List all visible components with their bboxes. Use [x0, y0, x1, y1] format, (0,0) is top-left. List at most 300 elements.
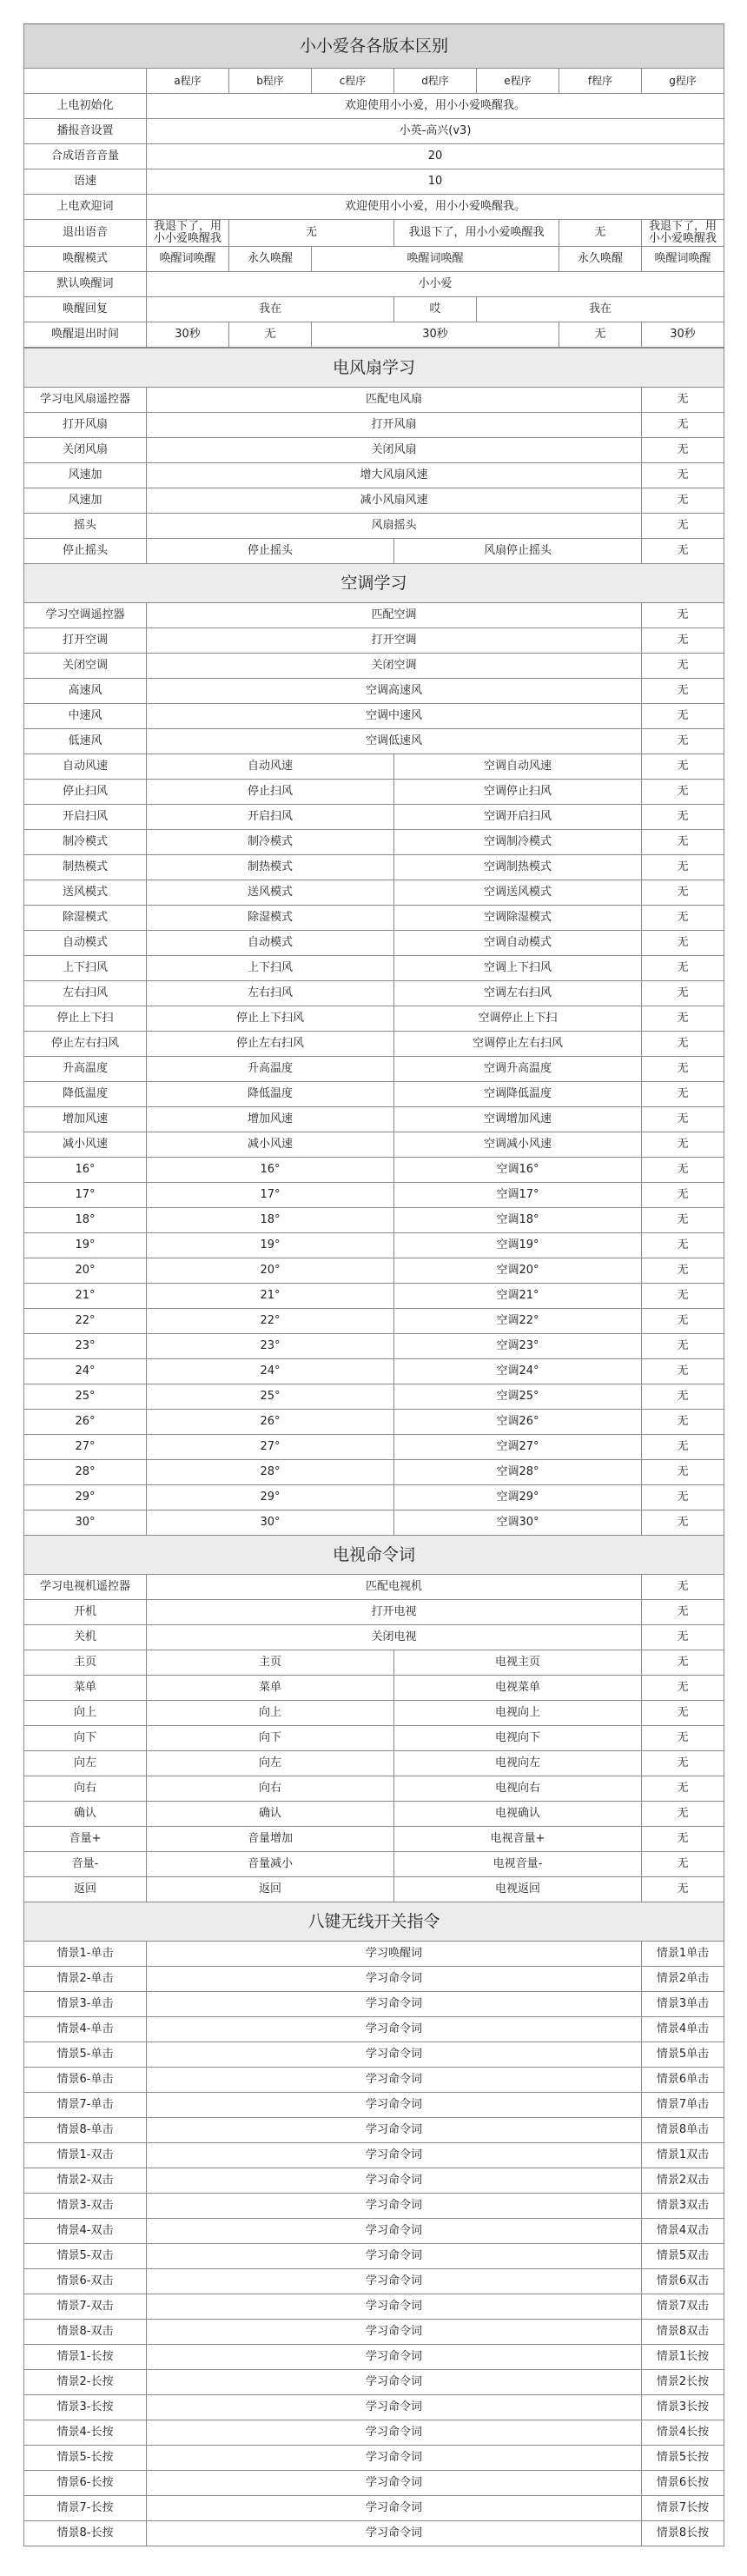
table-row	[24, 679, 724, 704]
table-row	[24, 1258, 724, 1284]
command-phrase: 音量增加	[147, 1827, 394, 1852]
command-alt-phrase: 电视向右	[394, 1776, 642, 1802]
cell-eg: 我在	[477, 297, 724, 322]
command-label: 减小风速	[24, 1132, 147, 1158]
command-phrase: 学习命令词	[147, 2496, 642, 2521]
header-g: g程序	[642, 69, 724, 94]
cell-de: 我退下了，用小小爱唤醒我	[394, 220, 559, 247]
command-phrase: 25°	[147, 1384, 394, 1410]
table-row	[24, 855, 724, 880]
cell-g: 我退下了，用小小爱唤醒我	[642, 220, 724, 247]
command-alt-phrase: 空调17°	[394, 1183, 642, 1208]
command-sections-table	[23, 348, 724, 2546]
cell-g: 唤醒词唤醒	[642, 247, 724, 272]
row-value: 小小爱	[147, 272, 724, 297]
command-label: 情景5-长按	[24, 2446, 147, 2471]
command-g-program: 无	[642, 1485, 724, 1510]
command-alt-phrase: 空调29°	[394, 1485, 642, 1510]
command-phrase: 向上	[147, 1701, 394, 1726]
command-alt-phrase: 空调除湿模式	[394, 906, 642, 931]
command-alt-phrase: 空调自动模式	[394, 931, 642, 956]
command-g-program: 无	[642, 1006, 724, 1032]
table-row	[24, 1942, 724, 1967]
row-label: 唤醒退出时间	[24, 322, 147, 348]
section-header-row	[24, 1536, 724, 1575]
command-label: 停止扫风	[24, 780, 147, 805]
command-g-program: 无	[642, 1082, 724, 1107]
command-label: 自动风速	[24, 754, 147, 780]
command-g-program: 无	[642, 880, 724, 906]
command-phrase: 26°	[147, 1410, 394, 1435]
command-label: 自动模式	[24, 931, 147, 956]
command-label: 情景1-单击	[24, 1942, 147, 1967]
command-g-program: 无	[642, 1258, 724, 1284]
cell-a: 唤醒词唤醒	[147, 247, 229, 272]
command-phrase: 学习命令词	[147, 2068, 642, 2093]
table-row	[24, 1233, 724, 1258]
command-alt-phrase: 电视向左	[394, 1751, 642, 1776]
table-row	[24, 2017, 724, 2042]
command-g-program: 情景2长按	[642, 2370, 724, 2395]
command-label: 情景4-单击	[24, 2017, 147, 2042]
command-alt-phrase: 电视主页	[394, 1650, 642, 1676]
command-label: 情景4-双击	[24, 2219, 147, 2244]
command-g-program: 无	[642, 754, 724, 780]
command-phrase: 学习命令词	[147, 2395, 642, 2420]
command-phrase: 开启扫风	[147, 805, 394, 830]
cell-b: 无	[229, 322, 312, 348]
command-g-program: 无	[642, 463, 724, 488]
command-phrase: 停止左右扫风	[147, 1032, 394, 1057]
command-phrase: 学习命令词	[147, 2446, 642, 2471]
table-row	[24, 2068, 724, 2093]
table-row	[24, 1410, 724, 1435]
table-row	[24, 195, 724, 220]
command-alt-phrase: 风扇停止摇头	[394, 539, 642, 564]
table-row	[24, 1284, 724, 1309]
command-g-program: 无	[642, 830, 724, 855]
command-phrase: 匹配空调	[147, 603, 642, 628]
command-label: 情景8-单击	[24, 2118, 147, 2143]
section-header-row	[24, 564, 724, 603]
command-alt-phrase: 空调增加风速	[394, 1107, 642, 1132]
command-phrase: 学习命令词	[147, 2244, 642, 2269]
command-g-program: 无	[642, 704, 724, 729]
command-phrase: 20°	[147, 1258, 394, 1284]
command-phrase: 23°	[147, 1334, 394, 1359]
command-g-program: 情景3单击	[642, 1992, 724, 2017]
table-row	[24, 830, 724, 855]
table-row	[24, 880, 724, 906]
row-label: 唤醒回复	[24, 297, 147, 322]
command-label: 确认	[24, 1802, 147, 1827]
command-g-program: 情景1单击	[642, 1942, 724, 1967]
command-label: 菜单	[24, 1676, 147, 1701]
table-row	[24, 1575, 724, 1600]
row-value: 10	[147, 169, 724, 195]
command-phrase: 减小风速	[147, 1132, 394, 1158]
command-label: 情景3-长按	[24, 2395, 147, 2420]
table-row	[24, 1625, 724, 1650]
table-row	[24, 539, 724, 564]
table-row	[24, 94, 724, 119]
table-row	[24, 603, 724, 628]
command-g-program: 情景2单击	[642, 1967, 724, 1992]
command-phrase: 学习命令词	[147, 2017, 642, 2042]
table-row	[24, 2496, 724, 2521]
table-row	[24, 1384, 724, 1410]
table-row	[24, 1460, 724, 1485]
command-alt-phrase: 电视向下	[394, 1726, 642, 1751]
row-value: 小英-高兴(v3)	[147, 119, 724, 144]
command-phrase: 制冷模式	[147, 830, 394, 855]
command-alt-phrase: 空调自动风速	[394, 754, 642, 780]
command-label: 停止左右扫风	[24, 1032, 147, 1057]
command-g-program: 无	[642, 1435, 724, 1460]
command-g-program: 无	[642, 1359, 724, 1384]
command-label: 23°	[24, 1334, 147, 1359]
command-alt-phrase: 电视返回	[394, 1877, 642, 1902]
command-phrase: 学习命令词	[147, 2219, 642, 2244]
command-g-program: 情景2双击	[642, 2168, 724, 2194]
table-row	[24, 1701, 724, 1726]
command-label: 制冷模式	[24, 830, 147, 855]
table-row	[24, 2320, 724, 2345]
table-row	[24, 1309, 724, 1334]
row-value: 20	[147, 144, 724, 169]
table-row	[24, 2370, 724, 2395]
command-alt-phrase: 空调停止扫风	[394, 780, 642, 805]
header-f: f程序	[559, 69, 642, 94]
command-phrase: 空调高速风	[147, 679, 642, 704]
row-label: 语速	[24, 169, 147, 195]
command-alt-phrase: 空调制冷模式	[394, 830, 642, 855]
command-phrase: 主页	[147, 1650, 394, 1676]
command-label: 向左	[24, 1751, 147, 1776]
command-g-program: 无	[642, 780, 724, 805]
command-alt-phrase: 空调上下扫风	[394, 956, 642, 981]
command-alt-phrase: 空调升高温度	[394, 1057, 642, 1082]
table-row	[24, 119, 724, 144]
cell-g: 30秒	[642, 322, 724, 348]
command-phrase: 菜单	[147, 1676, 394, 1701]
table-row	[24, 2521, 724, 2546]
command-phrase: 学习命令词	[147, 2294, 642, 2320]
command-g-program: 情景7双击	[642, 2294, 724, 2320]
command-phrase: 21°	[147, 1284, 394, 1309]
command-g-program: 情景5单击	[642, 2042, 724, 2068]
command-g-program: 无	[642, 1233, 724, 1258]
command-g-program: 无	[642, 1107, 724, 1132]
command-phrase: 停止上下扫风	[147, 1006, 394, 1032]
command-label: 30°	[24, 1510, 147, 1536]
command-alt-phrase: 空调25°	[394, 1384, 642, 1410]
command-label: 低速风	[24, 729, 147, 754]
command-g-program: 无	[642, 1701, 724, 1726]
table-row	[24, 628, 724, 654]
command-g-program: 无	[642, 1132, 724, 1158]
command-label: 29°	[24, 1485, 147, 1510]
command-g-program: 无	[642, 1183, 724, 1208]
command-label: 27°	[24, 1435, 147, 1460]
command-label: 26°	[24, 1410, 147, 1435]
command-label: 情景7-双击	[24, 2294, 147, 2320]
table-row	[24, 297, 724, 322]
table-row	[24, 2420, 724, 2446]
table-row	[24, 2168, 724, 2194]
command-label: 17°	[24, 1183, 147, 1208]
row-label: 上电初始化	[24, 94, 147, 119]
table-row	[24, 438, 724, 463]
command-g-program: 情景8双击	[642, 2320, 724, 2345]
command-label: 制热模式	[24, 855, 147, 880]
table-row	[24, 220, 724, 247]
command-g-program: 无	[642, 603, 724, 628]
table-row	[24, 1827, 724, 1852]
command-phrase: 自动模式	[147, 931, 394, 956]
cell-ce: 30秒	[312, 322, 559, 348]
table-row	[24, 514, 724, 539]
command-alt-phrase: 空调21°	[394, 1284, 642, 1309]
command-g-program: 无	[642, 438, 724, 463]
command-alt-phrase: 空调降低温度	[394, 1082, 642, 1107]
table-row	[24, 729, 724, 754]
command-alt-phrase: 空调送风模式	[394, 880, 642, 906]
command-alt-phrase: 空调停止上下扫	[394, 1006, 642, 1032]
command-label: 升高温度	[24, 1057, 147, 1082]
table-row	[24, 2219, 724, 2244]
command-label: 向下	[24, 1726, 147, 1751]
command-phrase: 学习命令词	[147, 2269, 642, 2294]
table-row	[24, 247, 724, 272]
command-phrase: 打开风扇	[147, 413, 642, 438]
table-row	[24, 805, 724, 830]
command-phrase: 28°	[147, 1460, 394, 1485]
row-label: 合成语音音量	[24, 144, 147, 169]
command-g-program: 情景4单击	[642, 2017, 724, 2042]
command-phrase: 左右扫风	[147, 981, 394, 1006]
command-phrase: 停止扫风	[147, 780, 394, 805]
cell-a: 我退下了，用小小爱唤醒我	[147, 220, 229, 247]
command-label: 情景5-双击	[24, 2244, 147, 2269]
command-alt-phrase: 空调制热模式	[394, 855, 642, 880]
table-row	[24, 2345, 724, 2370]
command-alt-phrase: 空调26°	[394, 1410, 642, 1435]
cell-f: 无	[559, 220, 642, 247]
command-g-program: 情景5双击	[642, 2244, 724, 2269]
command-alt-phrase: 空调18°	[394, 1208, 642, 1233]
command-alt-phrase: 空调开启扫风	[394, 805, 642, 830]
command-g-program: 无	[642, 1032, 724, 1057]
command-label: 除湿模式	[24, 906, 147, 931]
table-row	[24, 1877, 724, 1902]
command-g-program: 无	[642, 1650, 724, 1676]
command-g-program: 情景3双击	[642, 2194, 724, 2219]
command-phrase: 学习命令词	[147, 2194, 642, 2219]
command-label: 情景7-长按	[24, 2496, 147, 2521]
table-row	[24, 413, 724, 438]
table-row	[24, 1751, 724, 1776]
table-row	[24, 2471, 724, 2496]
command-label: 情景8-长按	[24, 2521, 147, 2546]
table-row	[24, 1158, 724, 1183]
table-row	[24, 1600, 724, 1625]
command-alt-phrase: 空调20°	[394, 1258, 642, 1284]
command-g-program: 无	[642, 539, 724, 564]
header-d: d程序	[394, 69, 477, 94]
table-row	[24, 169, 724, 195]
header-c: c程序	[312, 69, 394, 94]
command-alt-phrase: 空调停止左右扫风	[394, 1032, 642, 1057]
command-g-program: 无	[642, 1410, 724, 1435]
table-row	[24, 754, 724, 780]
cell-b: 永久唤醒	[229, 247, 312, 272]
command-label: 向右	[24, 1776, 147, 1802]
page-title: 小小爱各各版本区别	[24, 24, 724, 69]
command-label: 情景1-长按	[24, 2345, 147, 2370]
command-label: 开启扫风	[24, 805, 147, 830]
command-alt-phrase: 空调19°	[394, 1233, 642, 1258]
header-row	[24, 69, 724, 94]
table-row	[24, 1776, 724, 1802]
table-row	[24, 1107, 724, 1132]
command-phrase: 向左	[147, 1751, 394, 1776]
command-alt-phrase: 电视音量+	[394, 1827, 642, 1852]
command-phrase: 19°	[147, 1233, 394, 1258]
command-phrase: 关闭风扇	[147, 438, 642, 463]
command-phrase: 学习命令词	[147, 2521, 642, 2546]
command-g-program: 无	[642, 729, 724, 754]
row-label: 上电欢迎词	[24, 195, 147, 220]
command-g-program: 情景4双击	[642, 2219, 724, 2244]
command-g-program: 无	[642, 1208, 724, 1233]
table-row	[24, 2244, 724, 2269]
command-g-program: 无	[642, 906, 724, 931]
command-g-program: 无	[642, 855, 724, 880]
table-row	[24, 1132, 724, 1158]
command-alt-phrase: 空调28°	[394, 1460, 642, 1485]
section-title: 八键无线开关指令	[24, 1902, 724, 1942]
command-phrase: 降低温度	[147, 1082, 394, 1107]
table-row	[24, 1992, 724, 2017]
command-phrase: 学习命令词	[147, 2042, 642, 2068]
command-label: 音量-	[24, 1852, 147, 1877]
header-a: a程序	[147, 69, 229, 94]
command-label: 学习电视机遥控器	[24, 1575, 147, 1600]
command-label: 20°	[24, 1258, 147, 1284]
command-label: 停止上下扫	[24, 1006, 147, 1032]
cell-ac: 我在	[147, 297, 394, 322]
table-row	[24, 2042, 724, 2068]
table-row	[24, 1359, 724, 1384]
command-phrase: 学习唤醒词	[147, 1942, 642, 1967]
command-label: 24°	[24, 1359, 147, 1384]
row-label: 唤醒模式	[24, 247, 147, 272]
command-phrase: 学习命令词	[147, 2370, 642, 2395]
command-g-program: 无	[642, 514, 724, 539]
table-row	[24, 2194, 724, 2219]
row-value: 欢迎使用小小爱，用小小爱唤醒我。	[147, 94, 724, 119]
command-g-program: 无	[642, 488, 724, 514]
command-phrase: 17°	[147, 1183, 394, 1208]
header-e: e程序	[477, 69, 559, 94]
section-title: 电风扇学习	[24, 349, 724, 388]
cell-a: 30秒	[147, 322, 229, 348]
table-row	[24, 1676, 724, 1701]
command-alt-phrase: 空调23°	[394, 1334, 642, 1359]
table-row	[24, 956, 724, 981]
command-label: 情景6-长按	[24, 2471, 147, 2496]
command-g-program: 无	[642, 956, 724, 981]
command-phrase: 向下	[147, 1726, 394, 1751]
command-label: 中速风	[24, 704, 147, 729]
table-row	[24, 1726, 724, 1751]
table-row	[24, 1183, 724, 1208]
command-label: 主页	[24, 1650, 147, 1676]
command-phrase: 学习命令词	[147, 2320, 642, 2345]
row-label: 播报音设置	[24, 119, 147, 144]
command-g-program: 情景8长按	[642, 2521, 724, 2546]
cell-f: 永久唤醒	[559, 247, 642, 272]
command-g-program: 无	[642, 628, 724, 654]
command-label: 情景3-双击	[24, 2194, 147, 2219]
row-label: 退出语音	[24, 220, 147, 247]
command-alt-phrase: 电视音量-	[394, 1852, 642, 1877]
command-phrase: 空调中速风	[147, 704, 642, 729]
command-phrase: 自动风速	[147, 754, 394, 780]
command-label: 音量+	[24, 1827, 147, 1852]
command-label: 降低温度	[24, 1082, 147, 1107]
command-label: 25°	[24, 1384, 147, 1410]
table-row	[24, 1852, 724, 1877]
command-phrase: 匹配电风扇	[147, 388, 642, 413]
command-g-program: 无	[642, 805, 724, 830]
command-label: 向上	[24, 1701, 147, 1726]
command-g-program: 无	[642, 1852, 724, 1877]
header-b: b程序	[229, 69, 312, 94]
command-phrase: 升高温度	[147, 1057, 394, 1082]
command-label: 风速加	[24, 463, 147, 488]
cell-d: 哎	[394, 297, 477, 322]
command-phrase: 16°	[147, 1158, 394, 1183]
table-row	[24, 2446, 724, 2471]
command-label: 增加风速	[24, 1107, 147, 1132]
command-g-program: 情景7长按	[642, 2496, 724, 2521]
command-phrase: 上下扫风	[147, 956, 394, 981]
command-g-program: 情景7单击	[642, 2093, 724, 2118]
command-label: 19°	[24, 1233, 147, 1258]
command-label: 22°	[24, 1309, 147, 1334]
command-label: 开机	[24, 1600, 147, 1625]
command-g-program: 情景6长按	[642, 2471, 724, 2496]
command-phrase: 学习命令词	[147, 2143, 642, 2168]
command-phrase: 学习命令词	[147, 1967, 642, 1992]
command-label: 打开空调	[24, 628, 147, 654]
command-alt-phrase: 空调24°	[394, 1359, 642, 1384]
table-row	[24, 388, 724, 413]
command-phrase: 增大风扇风速	[147, 463, 642, 488]
table-row	[24, 488, 724, 514]
command-phrase: 匹配电视机	[147, 1575, 642, 1600]
command-g-program: 情景6单击	[642, 2068, 724, 2093]
command-label: 情景6-双击	[24, 2269, 147, 2294]
command-g-program: 无	[642, 1309, 724, 1334]
command-phrase: 29°	[147, 1485, 394, 1510]
table-row	[24, 463, 724, 488]
table-row	[24, 2395, 724, 2420]
command-label: 学习空调遥控器	[24, 603, 147, 628]
command-g-program: 无	[642, 981, 724, 1006]
